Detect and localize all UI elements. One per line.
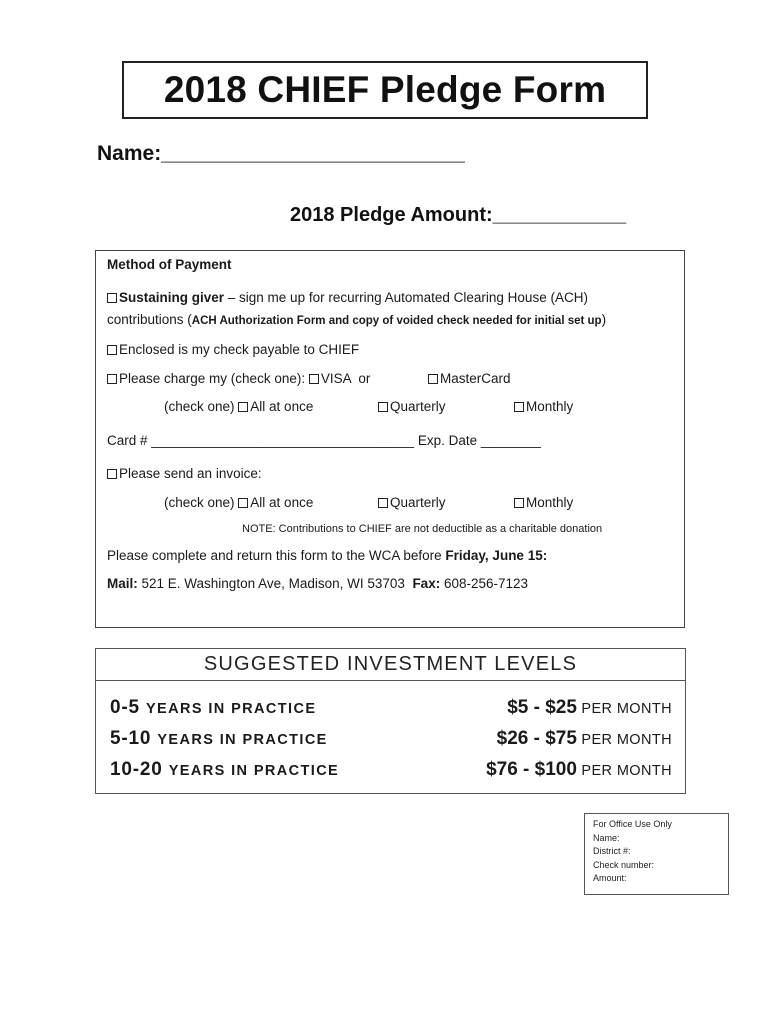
investment-row (110, 697, 672, 723)
investment-heading: SUGGESTED INVESTMENT LEVELS (96, 649, 685, 681)
office-use-box (584, 813, 729, 895)
mail-fax-row (107, 576, 528, 591)
card-quarterly-checkbox[interactable] (378, 402, 388, 412)
sustaining-giver-text: – sign me up for recurring Automated Clearing House (ACH) (224, 290, 588, 305)
card-number-blank[interactable]: ___________________________________ (151, 433, 415, 448)
office-name-field: Name: (593, 832, 620, 843)
card-monthly-checkbox[interactable] (514, 402, 524, 412)
card-quarterly-label: Quarterly (390, 399, 446, 414)
invoice-monthly-label: Monthly (526, 495, 574, 510)
investment-levels-box (95, 648, 686, 794)
name-field-row (97, 142, 465, 166)
visa-label: VISA or (320, 371, 371, 386)
form-title: 2018 CHIEF Pledge Form (163, 69, 607, 110)
contributions-text: contributions ( (107, 312, 192, 327)
charge-row (107, 371, 370, 386)
invoice-monthly-checkbox[interactable] (514, 498, 524, 508)
years-range: 10-20 YEARS IN PRACTICE (110, 759, 340, 780)
card-quarterly-option (378, 399, 446, 414)
mastercard-checkbox[interactable] (428, 374, 438, 384)
deadline: Friday, June 15: (445, 548, 548, 563)
enclosed-check-checkbox[interactable] (107, 345, 117, 355)
suggested-amount: $26 - $75 PER MONTH (496, 728, 672, 749)
exp-date-label: Exp. Date (414, 433, 481, 448)
tax-note: NOTE: Contributions to CHIEF are not deductible as a charitable donation (242, 523, 603, 535)
years-range: 5-10 YEARS IN PRACTICE (110, 728, 328, 749)
exp-date-blank[interactable]: ________ (480, 433, 541, 448)
invoice-monthly-option (514, 495, 573, 510)
pledge-amount-blank[interactable]: ____________ (492, 204, 627, 226)
pledge-amount-row (290, 204, 626, 227)
pledge-amount-label: 2018 Pledge Amount: (290, 204, 493, 226)
payment-heading: Method of Payment (107, 257, 232, 272)
enclosed-check-row (107, 342, 359, 357)
invoice-quarterly-label: Quarterly (390, 495, 446, 510)
card-monthly-label: Monthly (526, 399, 574, 414)
mastercard-option (428, 371, 511, 386)
invoice-row (107, 466, 262, 481)
office-district-field: District #: (593, 846, 631, 856)
invoice-quarterly-checkbox[interactable] (378, 498, 388, 508)
card-all-at-once-checkbox[interactable] (238, 402, 248, 412)
invoice-frequency-label: (check one) All at once (164, 495, 314, 510)
fax-number: 608-256-7123 (440, 576, 529, 591)
return-instructions (107, 548, 547, 563)
sustaining-giver-row (107, 290, 588, 305)
contributions-row (107, 312, 606, 327)
mail-label: Mail: (107, 576, 138, 591)
suggested-amount: $5 - $25 PER MONTH (507, 697, 672, 718)
ach-note: ACH Authorization Form and copy of voided check needed for initial set up (191, 315, 602, 327)
suggested-amount: $76 - $100 PER MONTH (486, 759, 672, 780)
office-use-heading: For Office Use Only (593, 819, 672, 829)
invoice-all-at-once-label: All at once (250, 495, 314, 510)
invoice-all-at-once-checkbox[interactable] (238, 498, 248, 508)
office-check-number-field: Check number: (593, 859, 655, 870)
investment-row (110, 759, 672, 785)
card-number-label: Card # (107, 433, 152, 448)
investment-row (110, 728, 672, 754)
office-amount-field: Amount: (593, 873, 627, 883)
invoice-label: Please send an invoice: (119, 466, 262, 481)
card-monthly-option (514, 399, 573, 414)
years-range: 0-5 YEARS IN PRACTICE (110, 697, 317, 718)
card-frequency-label: (check one) All at once (164, 399, 314, 414)
card-all-at-once-label: All at once (250, 399, 314, 414)
fax-label: Fax: (412, 576, 441, 591)
invoice-checkbox[interactable] (107, 469, 117, 479)
invoice-quarterly-option (378, 495, 446, 510)
return-text: Please complete and return this form to the WCA before (107, 548, 446, 563)
card-number-row (107, 433, 541, 448)
sustaining-giver-checkbox[interactable] (107, 293, 117, 303)
form-title-box (122, 61, 648, 119)
mastercard-label: MasterCard (440, 371, 511, 386)
name-blank[interactable]: __________________________ (161, 142, 465, 165)
name-label: Name: (97, 142, 162, 165)
mail-address: 521 E. Washington Ave, Madison, WI 53703 (137, 576, 413, 591)
charge-label: Please charge my (check one): (119, 371, 309, 386)
visa-checkbox[interactable] (309, 374, 319, 384)
payment-method-box (95, 250, 685, 628)
close-paren: ) (601, 312, 607, 327)
enclosed-check-label: Enclosed is my check payable to CHIEF (119, 342, 360, 357)
sustaining-giver-label: Sustaining giver (119, 290, 225, 305)
charge-card-checkbox[interactable] (107, 374, 117, 384)
